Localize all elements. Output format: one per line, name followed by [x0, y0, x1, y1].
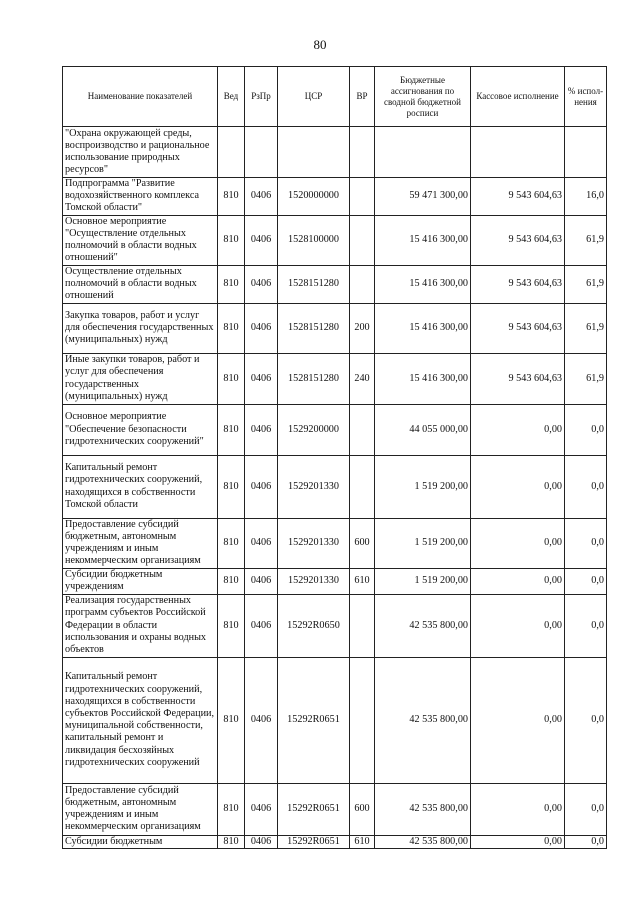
cell-cash: 0,00	[471, 783, 565, 835]
cell-name: Предоставление субсидий бюджетным, автономным учреждениям и иным некоммерческим организациям	[63, 783, 218, 835]
cell-vr	[350, 404, 375, 455]
cell-rzpr	[245, 127, 278, 178]
cell-name: Основное мероприятие "Осуществление отдельных полномочий в области водных отношений"	[63, 215, 218, 265]
cell-cash: 9 543 604,63	[471, 215, 565, 265]
cell-csr: 15292R0650	[278, 594, 350, 657]
table-row	[63, 265, 607, 303]
cell-csr: 1528151280	[278, 265, 350, 303]
cell-pct: 16,0	[565, 178, 607, 216]
cell-rzpr: 0406	[245, 455, 278, 518]
cell-csr: 1529201330	[278, 455, 350, 518]
cell-vr: 610	[350, 835, 375, 848]
cell-csr: 1529200000	[278, 404, 350, 455]
cell-ved: 810	[218, 178, 245, 216]
table-row	[63, 455, 607, 518]
cell-vr: 610	[350, 568, 375, 594]
table-row	[63, 303, 607, 353]
table-row	[63, 568, 607, 594]
table-row	[63, 215, 607, 265]
cell-name: Субсидии бюджетным учреждениям	[63, 568, 218, 594]
cell-budget: 42 535 800,00	[375, 783, 471, 835]
cell-name: Капитальный ремонт гидротехнических сооружений, находящихся в собственности Томской области	[63, 455, 218, 518]
budget-execution-table	[62, 66, 607, 849]
cell-name: Осуществление отдельных полномочий в области водных отношений	[63, 265, 218, 303]
cell-ved: 810	[218, 265, 245, 303]
cell-cash: 9 543 604,63	[471, 178, 565, 216]
cell-name: "Охрана окружающей среды, воспроизводство и рациональное использование природных ресурсов"	[63, 127, 218, 178]
cell-rzpr: 0406	[245, 657, 278, 783]
cell-budget: 15 416 300,00	[375, 353, 471, 404]
cell-ved	[218, 127, 245, 178]
header-rzpr: РзПр	[245, 67, 278, 127]
cell-ved: 810	[218, 215, 245, 265]
cell-cash: 0,00	[471, 657, 565, 783]
cell-budget: 15 416 300,00	[375, 265, 471, 303]
cell-vr: 600	[350, 518, 375, 568]
cell-cash: 0,00	[471, 518, 565, 568]
cell-rzpr: 0406	[245, 518, 278, 568]
cell-pct: 0,0	[565, 657, 607, 783]
table-header-row	[63, 67, 607, 127]
cell-pct: 0,0	[565, 835, 607, 848]
cell-vr	[350, 594, 375, 657]
cell-csr: 1520000000	[278, 178, 350, 216]
cell-vr	[350, 455, 375, 518]
cell-pct: 0,0	[565, 455, 607, 518]
cell-vr: 240	[350, 353, 375, 404]
table-row	[63, 783, 607, 835]
table-row	[63, 518, 607, 568]
cell-ved: 810	[218, 455, 245, 518]
cell-budget	[375, 127, 471, 178]
cell-budget: 1 519 200,00	[375, 518, 471, 568]
header-csr: ЦСР	[278, 67, 350, 127]
cell-budget: 1 519 200,00	[375, 455, 471, 518]
cell-ved: 810	[218, 404, 245, 455]
cell-budget: 44 055 000,00	[375, 404, 471, 455]
cell-csr: 1528151280	[278, 303, 350, 353]
cell-csr: 15292R0651	[278, 835, 350, 848]
cell-pct: 0,0	[565, 404, 607, 455]
cell-budget: 59 471 300,00	[375, 178, 471, 216]
cell-name: Подпрограмма "Развитие водохозяйственного комплекса Томской области"	[63, 178, 218, 216]
cell-csr	[278, 127, 350, 178]
cell-ved: 810	[218, 353, 245, 404]
cell-rzpr: 0406	[245, 568, 278, 594]
cell-vr	[350, 127, 375, 178]
cell-budget: 42 535 800,00	[375, 657, 471, 783]
cell-pct: 61,9	[565, 215, 607, 265]
cell-ved: 810	[218, 518, 245, 568]
cell-csr: 1529201330	[278, 568, 350, 594]
header-pct: % испол-нения	[565, 67, 607, 127]
cell-cash: 9 543 604,63	[471, 353, 565, 404]
cell-cash: 0,00	[471, 594, 565, 657]
cell-vr	[350, 178, 375, 216]
table-row	[63, 594, 607, 657]
table-row	[63, 404, 607, 455]
cell-ved: 810	[218, 568, 245, 594]
cell-csr: 1528100000	[278, 215, 350, 265]
cell-budget: 15 416 300,00	[375, 215, 471, 265]
cell-cash: 0,00	[471, 835, 565, 848]
cell-name: Предоставление субсидий бюджетным, автономным учреждениям и иным некоммерческим организациям	[63, 518, 218, 568]
cell-pct: 61,9	[565, 303, 607, 353]
cell-rzpr: 0406	[245, 265, 278, 303]
cell-rzpr: 0406	[245, 215, 278, 265]
table-row	[63, 127, 607, 178]
cell-name: Капитальный ремонт гидротехнических сооружений, находящихся в собственности субъектов Российской Федерации, муниципальной собственности, капитальный ремонт и ликвидация бесхозяйных гидротехнических сооружений	[63, 657, 218, 783]
cell-csr: 1528151280	[278, 353, 350, 404]
cell-budget: 15 416 300,00	[375, 303, 471, 353]
cell-csr: 15292R0651	[278, 783, 350, 835]
cell-vr	[350, 265, 375, 303]
header-budget: Бюджетные ассигнования по сводной бюджетной росписи	[375, 67, 471, 127]
cell-budget: 1 519 200,00	[375, 568, 471, 594]
cell-name: Реализация государственных программ субъектов Российской Федерации в области использования и охраны водных объектов	[63, 594, 218, 657]
header-cash: Кассовое исполнение	[471, 67, 565, 127]
cell-rzpr: 0406	[245, 835, 278, 848]
cell-cash: 0,00	[471, 404, 565, 455]
header-vr: ВР	[350, 67, 375, 127]
cell-vr: 600	[350, 783, 375, 835]
cell-csr: 15292R0651	[278, 657, 350, 783]
table-row	[63, 353, 607, 404]
cell-budget: 42 535 800,00	[375, 835, 471, 848]
cell-name: Основное мероприятие "Обеспечение безопасности гидротехнических сооружений"	[63, 404, 218, 455]
cell-pct: 61,9	[565, 265, 607, 303]
table-row	[63, 657, 607, 783]
page-number: 80	[313, 37, 327, 52]
cell-pct: 0,0	[565, 518, 607, 568]
header-name: Наименование показателей	[63, 67, 218, 127]
cell-vr: 200	[350, 303, 375, 353]
cell-cash: 0,00	[471, 455, 565, 518]
cell-vr	[350, 215, 375, 265]
cell-rzpr: 0406	[245, 594, 278, 657]
cell-ved: 810	[218, 594, 245, 657]
cell-cash	[471, 127, 565, 178]
cell-name: Субсидии бюджетным	[63, 835, 218, 848]
cell-rzpr: 0406	[245, 783, 278, 835]
cell-csr: 1529201330	[278, 518, 350, 568]
cell-budget: 42 535 800,00	[375, 594, 471, 657]
cell-rzpr: 0406	[245, 404, 278, 455]
cell-cash: 0,00	[471, 568, 565, 594]
cell-rzpr: 0406	[245, 178, 278, 216]
cell-pct: 0,0	[565, 594, 607, 657]
cell-name: Закупка товаров, работ и услуг для обеспечения государственных (муниципальных) нужд	[63, 303, 218, 353]
table-row	[63, 178, 607, 216]
cell-pct: 0,0	[565, 568, 607, 594]
cell-name: Иные закупки товаров, работ и услуг для обеспечения государственных (муниципальных) нужд	[63, 353, 218, 404]
cell-ved: 810	[218, 835, 245, 848]
cell-rzpr: 0406	[245, 303, 278, 353]
cell-pct: 61,9	[565, 353, 607, 404]
cell-rzpr: 0406	[245, 353, 278, 404]
cell-cash: 9 543 604,63	[471, 265, 565, 303]
cell-pct: 0,0	[565, 783, 607, 835]
cell-pct	[565, 127, 607, 178]
cell-vr	[350, 657, 375, 783]
cell-ved: 810	[218, 657, 245, 783]
cell-cash: 9 543 604,63	[471, 303, 565, 353]
cell-ved: 810	[218, 783, 245, 835]
table-row	[63, 835, 607, 848]
cell-ved: 810	[218, 303, 245, 353]
header-ved: Вед	[218, 67, 245, 127]
